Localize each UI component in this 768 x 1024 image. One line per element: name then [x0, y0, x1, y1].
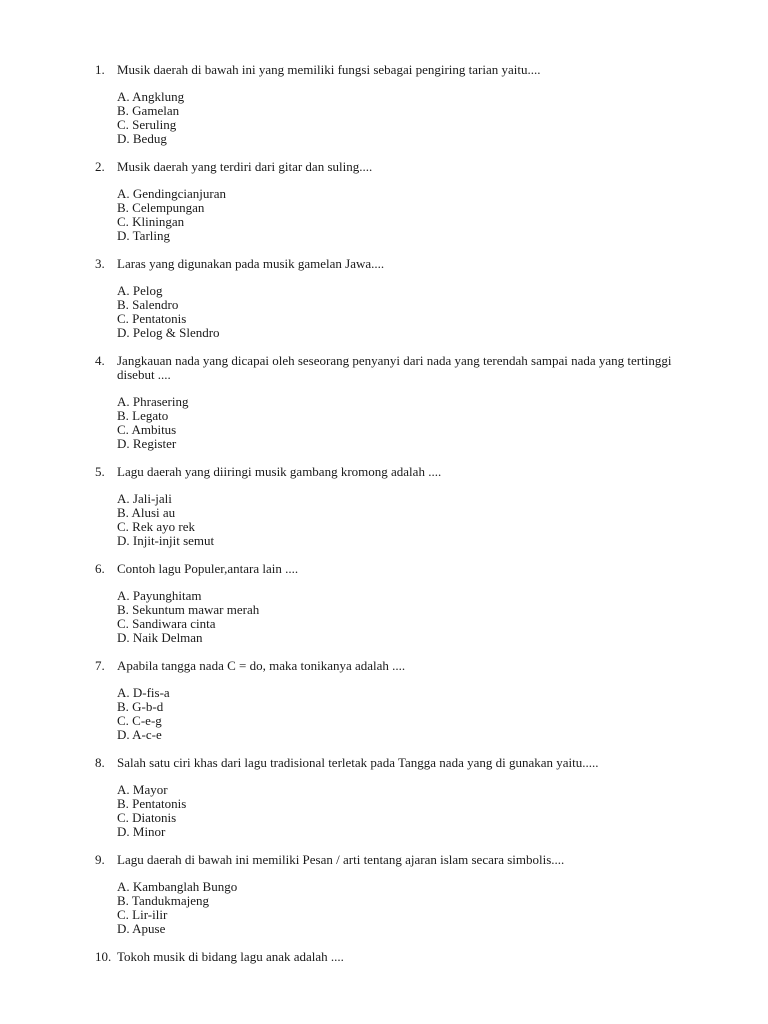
- answer-option: A. Jali-jali: [117, 491, 172, 506]
- question-item: [0, 257, 768, 340]
- answer-option: A. Angklung: [117, 89, 185, 104]
- question-item: [0, 756, 768, 839]
- question-item: [0, 659, 768, 742]
- question-line: [0, 257, 768, 271]
- question-item: [0, 950, 768, 964]
- answer-option: B. Tandukmajeng: [117, 893, 210, 908]
- question-line: [0, 354, 768, 382]
- answer-options: [117, 686, 768, 742]
- question-text: Salah satu ciri khas dari lagu tradisional terletak pada Tangga nada yang di gunakan yaitu.....: [117, 755, 599, 770]
- question-number: 1.: [95, 62, 105, 77]
- answer-option: D. Bedug: [117, 131, 167, 146]
- question-text: Apabila tangga nada C = do, maka tonikanya adalah ....: [117, 658, 406, 673]
- answer-option: D. Register: [117, 436, 177, 451]
- answer-options: [117, 395, 768, 451]
- question-list: [0, 63, 768, 978]
- question-line: [0, 465, 768, 479]
- question-line: [0, 63, 768, 77]
- question-item: [0, 354, 768, 451]
- answer-option: C. Kliningan: [117, 214, 185, 229]
- answer-option: C. Lir-ilir: [117, 907, 168, 922]
- question-number: 9.: [95, 852, 105, 867]
- answer-option: B. Celempungan: [117, 200, 205, 215]
- answer-option: C. Pentatonis: [117, 311, 187, 326]
- answer-option: A. Kambanglah Bungo: [117, 879, 238, 894]
- question-number: 7.: [95, 658, 105, 673]
- answer-option: A. Pelog: [117, 283, 163, 298]
- answer-option: B. Salendro: [117, 297, 179, 312]
- question-number: 3.: [95, 256, 105, 271]
- answer-options: [117, 492, 768, 548]
- question-text: Jangkauan nada yang dicapai oleh seseorang penyanyi dari nada yang terendah sampai nada yang tertinggi disebut ....: [117, 353, 672, 382]
- question-line: [0, 853, 768, 867]
- answer-option: C. Sandiwara cinta: [117, 616, 216, 631]
- answer-option: D. A-c-e: [117, 727, 162, 742]
- answer-option: B. Gamelan: [117, 103, 180, 118]
- answer-option: C. C-e-g: [117, 713, 162, 728]
- question-text: Lagu daerah yang diiringi musik gambang kromong adalah ....: [117, 464, 442, 479]
- question-line: [0, 160, 768, 174]
- question-number: 4.: [95, 353, 105, 368]
- answer-option: B. Legato: [117, 408, 169, 423]
- answer-options: [117, 187, 768, 243]
- question-text: Musik daerah di bawah ini yang memiliki fungsi sebagai pengiring tarian yaitu....: [117, 62, 541, 77]
- question-line: [0, 756, 768, 770]
- answer-options: [117, 880, 768, 936]
- question-text: Musik daerah yang terdiri dari gitar dan suling....: [117, 159, 373, 174]
- question-number: 8.: [95, 755, 105, 770]
- question-item: [0, 63, 768, 146]
- answer-option: A. Gendingcianjuran: [117, 186, 227, 201]
- question-number: 2.: [95, 159, 105, 174]
- answer-option: A. Mayor: [117, 782, 168, 797]
- question-number: 5.: [95, 464, 105, 479]
- question-item: [0, 465, 768, 548]
- answer-option: A. Payunghitam: [117, 588, 202, 603]
- question-number: 10.: [95, 949, 112, 964]
- answer-option: D. Apuse: [117, 921, 166, 936]
- answer-option: D. Pelog & Slendro: [117, 325, 220, 340]
- question-line: [0, 562, 768, 576]
- answer-option: B. G-b-d: [117, 699, 164, 714]
- answer-option: A. D-fis-a: [117, 685, 170, 700]
- answer-option: D. Naik Delman: [117, 630, 203, 645]
- question-number: 6.: [95, 561, 105, 576]
- question-item: [0, 853, 768, 936]
- question-line: [0, 659, 768, 673]
- question-text: Lagu daerah di bawah ini memiliki Pesan / arti tentang ajaran islam secara simbolis....: [117, 852, 565, 867]
- answer-option: A. Phrasering: [117, 394, 189, 409]
- answer-option: D. Injit-injit semut: [117, 533, 215, 548]
- answer-option: B. Alusi au: [117, 505, 176, 520]
- question-item: [0, 160, 768, 243]
- answer-option: C. Ambitus: [117, 422, 177, 437]
- question-text: Laras yang digunakan pada musik gamelan Jawa....: [117, 256, 385, 271]
- answer-option: D. Tarling: [117, 228, 171, 243]
- answer-option: C. Seruling: [117, 117, 177, 132]
- answer-option: C. Diatonis: [117, 810, 177, 825]
- answer-options: [117, 284, 768, 340]
- answer-option: D. Minor: [117, 824, 166, 839]
- answer-options: [117, 90, 768, 146]
- answer-option: C. Rek ayo rek: [117, 519, 195, 534]
- answer-options: [117, 589, 768, 645]
- question-text: Contoh lagu Populer,antara lain ....: [117, 561, 299, 576]
- answer-option: B. Pentatonis: [117, 796, 187, 811]
- answer-option: B. Sekuntum mawar merah: [117, 602, 260, 617]
- question-line: [0, 950, 768, 964]
- question-text: Tokoh musik di bidang lagu anak adalah ....: [117, 949, 344, 964]
- question-item: [0, 562, 768, 645]
- answer-options: [117, 783, 768, 839]
